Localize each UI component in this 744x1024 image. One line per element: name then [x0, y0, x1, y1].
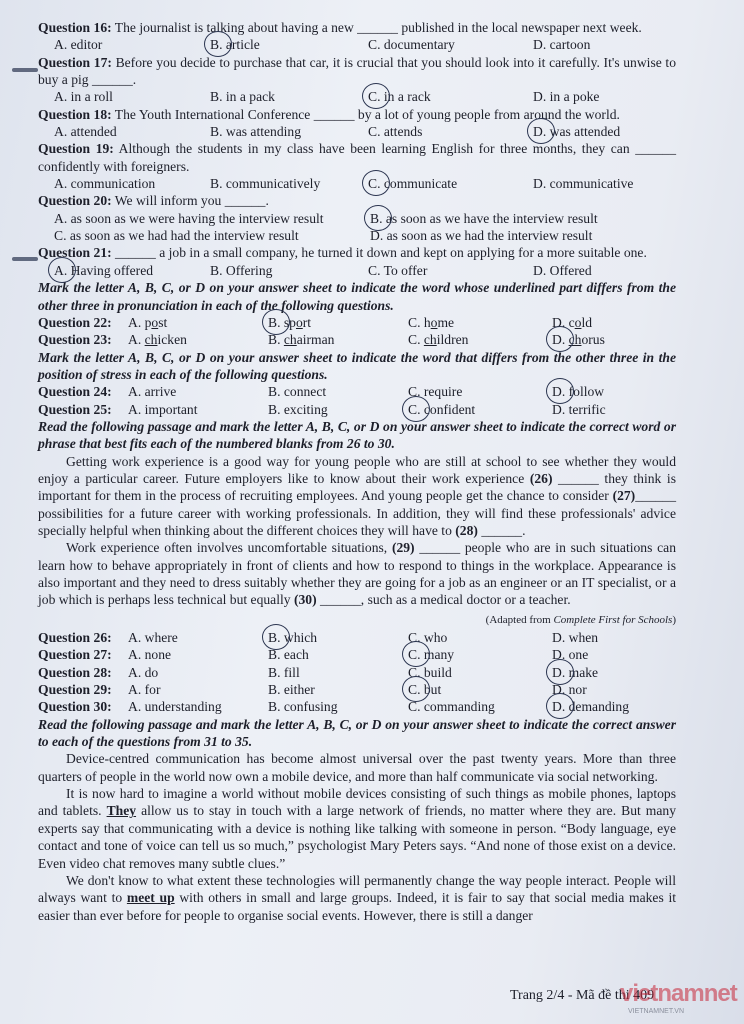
- option-text: follow: [568, 384, 605, 400]
- paragraph-text: ______, such as a medical doctor or a teacher.: [316, 592, 571, 608]
- answer-options: [38, 629, 676, 646]
- question-number: Question 21:: [38, 245, 112, 261]
- option-text: when: [568, 630, 599, 646]
- option-underlined-part: ch: [144, 332, 158, 348]
- answer-option-c[interactable]: [408, 383, 552, 400]
- answer-options: [38, 664, 676, 681]
- answer-options: [38, 383, 676, 400]
- question-18: [38, 106, 676, 141]
- option-letter: B.: [268, 401, 281, 417]
- option-letter: D.: [533, 37, 547, 53]
- question-20: [38, 192, 676, 244]
- paragraph-text: ______.: [477, 522, 526, 538]
- exam-page-content: [38, 19, 676, 924]
- option-letter: B.: [268, 647, 281, 663]
- passage-paragraph: [38, 750, 676, 785]
- option-text: demanding: [568, 699, 630, 715]
- option-text-post: airman: [296, 332, 335, 348]
- option-text: To offer: [383, 262, 428, 278]
- option-underlined-part: ch: [283, 332, 297, 348]
- paragraph-text: Device-centred communication has become almost universal over the past twenty years. More than three quarters of people in the world now own a mobile device, and more than half communicate via social networking.: [38, 751, 676, 784]
- answer-options: [38, 646, 676, 663]
- paragraph-text: Getting work experience is a good way for young people who are still at school to see whether they would enjoy a particular career. Future employers like to know about their work experience: [38, 453, 676, 486]
- option-text: connect: [283, 384, 327, 400]
- option-text: documentary: [383, 37, 455, 53]
- option-letter: B.: [268, 332, 281, 348]
- answer-options: [38, 331, 676, 348]
- answer-option-c[interactable]: [408, 698, 552, 715]
- question-22: [38, 314, 676, 331]
- highlighted-text: (30): [293, 592, 317, 608]
- paragraph-text: It is now hard to imagine a world without mobile devices consisting of such things as mobile phones, laptops and tablets.: [38, 786, 676, 819]
- answer-option-c[interactable]: [368, 88, 533, 105]
- section-instruction: Read the following passage and mark the letter A, B, C, or D on your answer sheet to indicate the correct answer to each of the questions from 31 to 35.: [38, 716, 676, 750]
- question-number: Question 17:: [38, 54, 112, 70]
- section-instruction: Read the following passage and mark the letter A, B, C, or D on your answer sheet to indicate the correct word or phrase that best fits each of the numbered blanks from 26 to 30.: [38, 418, 676, 452]
- option-text: as soon as we were having the interview result: [70, 210, 324, 226]
- answer-option-d[interactable]: [533, 36, 683, 53]
- option-letter: A.: [128, 630, 142, 646]
- option-text-post: icken: [157, 332, 187, 348]
- option-letter: C.: [54, 228, 67, 244]
- question-stem: [38, 140, 676, 175]
- answer-option-a[interactable]: [54, 36, 210, 53]
- option-text: cartoon: [549, 37, 591, 53]
- question-text: The Youth International Conference ______ by a lot of young people from around the world.: [114, 106, 620, 122]
- answer-options: [38, 175, 676, 192]
- question-24: [38, 383, 676, 400]
- option-letter: D.: [533, 176, 547, 192]
- question-stem: [38, 244, 676, 261]
- option-text: many: [423, 647, 455, 663]
- answer-option-b[interactable]: [268, 664, 408, 681]
- option-letter: C.: [408, 664, 421, 680]
- answer-option-a[interactable]: [54, 88, 210, 105]
- option-letter: B.: [210, 262, 223, 278]
- option-text: as soon as we had had the interview result: [69, 228, 299, 244]
- option-letter: B.: [370, 210, 383, 226]
- answer-option-c[interactable]: [368, 36, 533, 53]
- option-letter: A.: [128, 664, 142, 680]
- option-text-pre: c: [568, 314, 575, 330]
- option-text: in a roll: [70, 89, 113, 105]
- page-footer: Trang 2/4 - Mã đề thi 409: [510, 988, 655, 1003]
- option-letter: D.: [552, 314, 566, 330]
- highlighted-text: (27): [612, 488, 636, 504]
- paragraph-text: ______ they think is important for them in the process of recruiting employees. And young people get the chance to consider: [38, 470, 676, 504]
- question-stem: [38, 192, 676, 209]
- option-text: fill: [283, 664, 300, 680]
- answer-option-d[interactable]: [552, 629, 672, 646]
- answer-options: [38, 698, 676, 715]
- option-text-post: rt: [302, 314, 312, 330]
- option-text: confident: [423, 401, 476, 417]
- question-21: [38, 244, 676, 279]
- passage-paragraph: [38, 785, 676, 872]
- answer-option-a[interactable]: [128, 401, 268, 418]
- paragraph-text: with others in small and large groups. Indeed, it is fair to say that social media makes it easier than ever before for people to organise social events. However, there is still a danger: [38, 890, 677, 923]
- paragraph-text: Work experience often involves uncomfortable situations,: [66, 540, 392, 556]
- question-number: Question 20:: [38, 193, 112, 209]
- option-letter: A.: [54, 210, 68, 226]
- answer-option-b[interactable]: [210, 262, 368, 279]
- option-text: who: [423, 630, 448, 646]
- answer-options: [38, 262, 676, 279]
- answer-option-d[interactable]: [370, 227, 680, 244]
- source-suffix: ): [672, 613, 676, 626]
- option-text: terrific: [568, 401, 606, 417]
- option-text: make: [568, 664, 599, 680]
- option-letter: B.: [268, 384, 281, 400]
- question-text: We will inform you ______.: [114, 193, 269, 209]
- option-text-post: orus: [581, 332, 605, 348]
- option-letter: B.: [210, 176, 223, 192]
- answer-option-c[interactable]: [408, 646, 552, 663]
- question-text: ______ a job in a small company, he turned it down and kept on applying for a more suitable one.: [115, 245, 647, 261]
- answer-options: [38, 88, 676, 105]
- vietnamnet-watermark: vietnamnet: [620, 980, 737, 1007]
- option-text: attended: [70, 124, 117, 140]
- option-letter: A.: [54, 124, 68, 140]
- question-stem: [38, 54, 676, 89]
- passage-paragraph: [38, 539, 676, 608]
- option-letter: B.: [268, 699, 281, 715]
- answer-option-c[interactable]: [408, 401, 552, 418]
- paragraph-text: allow us to stay in touch with a large network of friends, no matter where they are. But many experts say that communicating with a device is nothing like talking with someone in person. “Body language, eye contact and tone of voice can tell us so much,” psychologist Mary Peters says. “And none of those exist on a device. Even video chat removes many subtle clues.”: [38, 803, 676, 871]
- answer-option-d[interactable]: [552, 383, 672, 400]
- highlighted-text: (26): [529, 470, 553, 486]
- question-number: Question 25:: [38, 401, 112, 417]
- option-text: communicate: [383, 176, 458, 192]
- option-letter: D.: [552, 384, 566, 400]
- option-text: as soon as we had the interview result: [386, 228, 593, 244]
- question-25: [38, 401, 676, 418]
- option-letter: D.: [533, 124, 547, 140]
- answer-options: [38, 681, 676, 698]
- passage-paragraph: [38, 872, 676, 924]
- answer-option-a[interactable]: [54, 210, 370, 227]
- option-letter: D.: [552, 332, 566, 348]
- option-letter: A.: [128, 314, 142, 330]
- option-letter: D.: [533, 262, 547, 278]
- option-letter: C.: [368, 37, 381, 53]
- answer-option-d[interactable]: [533, 88, 683, 105]
- option-text: exciting: [283, 401, 328, 417]
- option-letter: D.: [552, 647, 566, 663]
- option-text: as soon as we have the interview result: [385, 210, 598, 226]
- question-30: [38, 698, 676, 715]
- paragraph-text: ______ possibilities for a future career with working professionals. In addition, they will find these professionals' advice specially helpful when thinking about the different choices they will have to: [38, 488, 676, 538]
- question-number: Question 26:: [38, 630, 112, 646]
- question-stem: [38, 106, 676, 123]
- answer-option-b[interactable]: [370, 210, 680, 227]
- option-text: in a rack: [383, 89, 431, 105]
- pen-mark: [12, 257, 38, 261]
- option-text: either: [283, 682, 315, 698]
- option-letter: C.: [408, 699, 421, 715]
- option-text-post: st: [158, 314, 168, 330]
- answer-option-a[interactable]: [128, 383, 268, 400]
- answer-option-c[interactable]: [408, 314, 552, 331]
- source-prefix: (Adapted from: [485, 613, 554, 626]
- option-text-post: ld: [581, 314, 593, 330]
- option-underlined-part: o: [430, 314, 438, 330]
- answer-option-b[interactable]: [268, 698, 408, 715]
- option-text-pre: sp: [283, 314, 296, 330]
- option-text: Having offered: [70, 262, 154, 278]
- option-letter: B.: [210, 124, 223, 140]
- question-number: Question 29:: [38, 682, 112, 698]
- question-17: [38, 54, 676, 106]
- answer-options: [38, 401, 676, 418]
- option-underlined-part: ch: [423, 332, 437, 348]
- highlighted-text: meet up: [126, 890, 175, 906]
- option-letter: C.: [368, 262, 381, 278]
- option-letter: A.: [54, 37, 68, 53]
- option-letter: C.: [408, 401, 421, 417]
- answer-option-a[interactable]: [128, 698, 268, 715]
- option-letter: D.: [552, 664, 566, 680]
- answer-option-c[interactable]: [408, 664, 552, 681]
- answer-option-b[interactable]: [268, 383, 408, 400]
- option-underlined-part: ch: [568, 332, 582, 348]
- answer-option-b[interactable]: [268, 401, 408, 418]
- answer-option-c[interactable]: [368, 123, 533, 140]
- answer-option-b[interactable]: [210, 123, 368, 140]
- option-letter: C.: [408, 332, 421, 348]
- answer-option-c[interactable]: [408, 629, 552, 646]
- paragraph-text: ______ people who are in such situations can learn how to behave appropriately in front of clients and how to respond to things in the workplace. Appearance is also important and they need to dress suitably whether they are going for a job as an engineer or an IT specialist, or a job which is perhaps less technical but equally: [38, 540, 676, 608]
- option-text: important: [144, 401, 198, 417]
- answer-option-d[interactable]: [552, 681, 672, 698]
- question-number: Question 18:: [38, 106, 112, 122]
- watermark-url: VIETNAMNET.VN: [628, 1008, 685, 1015]
- option-text: understanding: [144, 699, 222, 715]
- option-letter: D.: [552, 682, 566, 698]
- answer-option-d[interactable]: [533, 123, 683, 140]
- highlighted-text: (28): [455, 522, 478, 538]
- question-number: Question 22:: [38, 314, 112, 330]
- answer-option-b[interactable]: [268, 646, 408, 663]
- option-letter: A.: [54, 89, 68, 105]
- answer-option-d[interactable]: [552, 646, 672, 663]
- answer-options: [38, 210, 676, 245]
- option-letter: B.: [268, 664, 281, 680]
- option-underlined-part: o: [295, 314, 303, 330]
- option-text: was attended: [549, 124, 621, 140]
- question-27: [38, 646, 676, 663]
- option-text: but: [423, 682, 442, 698]
- paragraph-text: We don't know to what extent these technologies will permanently change the way people interact. People will always want to: [38, 872, 676, 906]
- option-text: one: [568, 647, 589, 663]
- option-text: require: [423, 384, 463, 400]
- option-letter: B.: [268, 314, 281, 330]
- option-text: attends: [383, 124, 423, 140]
- option-text: do: [144, 664, 159, 680]
- answer-option-d[interactable]: [552, 664, 672, 681]
- answer-option-d[interactable]: [552, 331, 672, 348]
- option-text: communicatively: [225, 176, 321, 192]
- option-letter: A.: [128, 682, 142, 698]
- option-text: editor: [70, 37, 103, 53]
- answer-option-a[interactable]: [54, 123, 210, 140]
- answer-option-b[interactable]: [268, 314, 408, 331]
- question-number: Question 28:: [38, 664, 112, 680]
- answer-options: [38, 36, 676, 53]
- option-letter: C.: [368, 176, 381, 192]
- option-letter: B.: [268, 682, 281, 698]
- question-29: [38, 681, 676, 698]
- question-number: Question 19:: [38, 141, 114, 157]
- section-instruction: Mark the letter A, B, C, or D on your answer sheet to indicate the word whose underlined part differs from the other three in pronunciation in each of the following questions.: [38, 280, 676, 313]
- answer-option-b[interactable]: [210, 175, 368, 192]
- answer-option-c[interactable]: [408, 681, 552, 698]
- option-letter: A.: [128, 332, 142, 348]
- highlighted-text: (29): [391, 540, 415, 556]
- option-letter: D.: [370, 228, 384, 244]
- option-text: article: [225, 37, 260, 53]
- option-text-post: ildren: [436, 332, 469, 348]
- question-number: Question 30:: [38, 699, 112, 715]
- question-number: Question 23:: [38, 332, 112, 348]
- answer-option-d[interactable]: [552, 314, 672, 331]
- option-letter: C.: [408, 384, 421, 400]
- highlighted-text: They: [106, 803, 137, 819]
- passage-paragraph: [38, 453, 676, 540]
- question-text: Before you decide to purchase that car, it is crucial that you should look into it carefully. It's unwise to buy a pig ______.: [38, 54, 676, 88]
- answer-option-a[interactable]: [128, 681, 268, 698]
- option-text: in a pack: [225, 89, 275, 105]
- option-text: each: [283, 647, 309, 663]
- answer-option-a[interactable]: [54, 262, 210, 279]
- option-text: confusing: [283, 699, 338, 715]
- option-letter: C.: [408, 682, 421, 698]
- answer-option-a[interactable]: [128, 646, 268, 663]
- option-text: was attending: [225, 124, 301, 140]
- answer-option-a[interactable]: [128, 664, 268, 681]
- option-text: commanding: [423, 699, 495, 715]
- question-26: [38, 629, 676, 646]
- option-text: communication: [70, 176, 156, 192]
- answer-option-b[interactable]: [210, 88, 368, 105]
- option-letter: C.: [408, 630, 421, 646]
- option-text: Offered: [549, 262, 592, 278]
- answer-option-b[interactable]: [268, 331, 408, 348]
- question-stem: [38, 19, 676, 36]
- option-letter: A.: [54, 176, 68, 192]
- option-text: which: [283, 630, 318, 646]
- option-letter: D.: [552, 401, 566, 417]
- option-text: where: [144, 630, 178, 646]
- passage-source: [38, 612, 676, 629]
- option-letter: D.: [533, 89, 547, 105]
- answer-option-b[interactable]: [210, 36, 368, 53]
- answer-option-d[interactable]: [552, 698, 672, 715]
- answer-option-c[interactable]: [368, 175, 533, 192]
- question-number: Question 16:: [38, 20, 112, 35]
- answer-option-c[interactable]: [368, 262, 533, 279]
- source-title: Complete First for Schools: [553, 613, 673, 626]
- answer-option-b[interactable]: [268, 681, 408, 698]
- option-letter: C.: [408, 647, 421, 663]
- answer-option-c[interactable]: [408, 331, 552, 348]
- question-text: The journalist is talking about having a new ______ published in the local newspaper next week.: [114, 20, 642, 35]
- option-text: communicative: [549, 176, 634, 192]
- question-23: [38, 331, 676, 348]
- option-text-pre: p: [144, 314, 152, 330]
- option-letter: B.: [210, 37, 223, 53]
- option-text-pre: h: [423, 314, 431, 330]
- answer-option-c[interactable]: [54, 227, 370, 244]
- answer-option-a[interactable]: [128, 331, 268, 348]
- option-text: nor: [568, 682, 587, 698]
- option-text: in a poke: [549, 89, 600, 105]
- option-letter: A.: [128, 384, 142, 400]
- option-letter: A.: [128, 699, 142, 715]
- option-text: for: [144, 682, 161, 698]
- option-letter: C.: [368, 89, 381, 105]
- question-number: Question 27:: [38, 647, 112, 663]
- answer-option-a[interactable]: [128, 314, 268, 331]
- option-letter: B.: [268, 630, 281, 646]
- option-text: build: [423, 664, 452, 680]
- option-text-post: me: [437, 314, 455, 330]
- answer-option-b[interactable]: [268, 629, 408, 646]
- option-letter: D.: [552, 699, 566, 715]
- question-28: [38, 664, 676, 681]
- question-number: Question 24:: [38, 384, 112, 400]
- option-text: none: [144, 647, 172, 663]
- pen-mark: [12, 68, 38, 72]
- option-text: Offering: [225, 262, 273, 278]
- option-underlined-part: o: [151, 314, 159, 330]
- answer-options: [38, 123, 676, 140]
- question-text: Although the students in my class have been learning English for three months, they can ______ confidently with foreigners.: [38, 141, 676, 174]
- option-letter: C.: [368, 124, 381, 140]
- answer-option-d[interactable]: [552, 401, 672, 418]
- question-19: [38, 140, 676, 192]
- option-text: arrive: [144, 384, 177, 400]
- answer-option-d[interactable]: [533, 262, 683, 279]
- answer-option-a[interactable]: [128, 629, 268, 646]
- question-16: [38, 19, 676, 54]
- option-letter: C.: [408, 314, 421, 330]
- option-letter: A.: [128, 401, 142, 417]
- section-instruction: Mark the letter A, B, C, or D on your answer sheet to indicate the word that differs from the other three in the position of stress in each of the following questions.: [38, 349, 676, 382]
- option-letter: B.: [210, 89, 223, 105]
- answer-option-a[interactable]: [54, 175, 210, 192]
- option-letter: A.: [54, 262, 68, 278]
- option-letter: D.: [552, 630, 566, 646]
- option-underlined-part: o: [574, 314, 582, 330]
- answer-options: [38, 314, 676, 331]
- answer-option-d[interactable]: [533, 175, 683, 192]
- option-letter: A.: [128, 647, 142, 663]
